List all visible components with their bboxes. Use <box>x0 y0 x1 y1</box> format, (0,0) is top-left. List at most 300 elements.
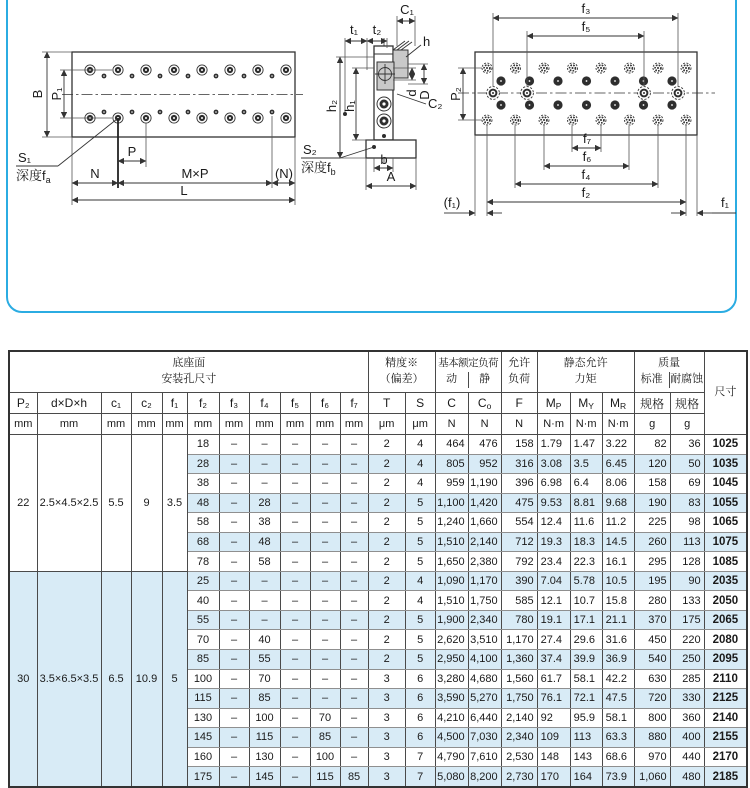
cell-f7: – <box>340 513 368 533</box>
cell-f2: 18 <box>187 435 219 455</box>
cell-S: 5 <box>405 493 435 513</box>
counterbore-hole <box>653 115 663 125</box>
through-hole <box>496 100 505 109</box>
col-C: C <box>435 393 468 414</box>
cell-f3: – <box>219 532 249 552</box>
cell-f3: – <box>219 610 249 630</box>
cell-c2: 9 <box>131 435 162 572</box>
cell-My: 143 <box>570 747 602 767</box>
dim-label-N: N <box>90 166 100 181</box>
col-f4: f₄ <box>249 393 280 414</box>
cell-f5: – <box>280 767 310 787</box>
cell-f2: 55 <box>187 610 219 630</box>
cell-f5: – <box>280 689 310 709</box>
cell-f2: 40 <box>187 591 219 611</box>
cell-f3: – <box>219 747 249 767</box>
unit-mm: mm <box>187 414 219 435</box>
cell-f1: 3.5 <box>162 435 187 572</box>
cell-f4: – <box>249 571 280 591</box>
cell-Mp: 12.4 <box>537 513 570 533</box>
cell-m2: 98 <box>670 513 704 533</box>
cell-F: 1,360 <box>501 650 537 670</box>
cell-Mp: 148 <box>537 747 570 767</box>
cell-f5: – <box>280 728 310 748</box>
cell-S: 7 <box>405 747 435 767</box>
cell-f6: 115 <box>310 767 340 787</box>
cell-f4: 100 <box>249 708 280 728</box>
cell-f7: – <box>340 669 368 689</box>
cell-Mp: 7.04 <box>537 571 570 591</box>
cell-T: 2 <box>368 650 405 670</box>
cell-S: 5 <box>405 630 435 650</box>
cell-Co: 6,440 <box>468 708 501 728</box>
unit-mm: mm <box>101 414 131 435</box>
counterbore-hole <box>113 65 123 75</box>
header-allow-line2: 负荷 <box>508 373 531 385</box>
cell-f2: 70 <box>187 630 219 650</box>
cell-T: 3 <box>368 708 405 728</box>
through-hole <box>639 76 648 85</box>
dim-label-b: b <box>380 152 388 167</box>
cell-f4: 115 <box>249 728 280 748</box>
cell-f2: 175 <box>187 767 219 787</box>
cell-f2: 68 <box>187 532 219 552</box>
cell-Mp: 19.3 <box>537 532 570 552</box>
spec-table-wrap <box>8 350 748 788</box>
dim-label-P: P <box>127 144 137 159</box>
cell-m1: 195 <box>634 571 670 591</box>
cell-C: 1,510 <box>435 591 468 611</box>
cell-C: 3,590 <box>435 689 468 709</box>
cell-F: 712 <box>501 532 537 552</box>
cell-F: 2,730 <box>501 767 537 787</box>
unit-N: N <box>435 414 468 435</box>
cell-f6: – <box>310 610 340 630</box>
cell-Co: 2,140 <box>468 532 501 552</box>
col-Mp: MP <box>537 393 570 414</box>
cell-f1: 5 <box>162 571 187 787</box>
label-depth-fa: 深度$f_a$ <box>16 168 51 185</box>
cell-f3: – <box>219 571 249 591</box>
cell-F: 780 <box>501 610 537 630</box>
cell-C: 1,900 <box>435 610 468 630</box>
cell-c1: 6.5 <box>101 571 131 787</box>
unit-Nm: N·m <box>537 414 570 435</box>
cell-sz: 1045 <box>704 474 747 494</box>
col-S: S <box>405 393 435 414</box>
cell-m1: 800 <box>634 708 670 728</box>
cell-Co: 4,100 <box>468 650 501 670</box>
cell-T: 3 <box>368 689 405 709</box>
dim-label-P1: P₁ <box>49 87 64 101</box>
counterbore-hole <box>596 63 606 73</box>
col-Mr: MR <box>602 393 634 414</box>
unit-mm: mm <box>310 414 340 435</box>
cell-m2: 50 <box>670 454 704 474</box>
cell-m1: 82 <box>634 435 670 455</box>
cell-m2: 285 <box>670 669 704 689</box>
cell-f7: – <box>340 435 368 455</box>
cell-f6: – <box>310 474 340 494</box>
cell-m1: 970 <box>634 747 670 767</box>
cell-f3: – <box>219 454 249 474</box>
header-dynamic: 动 <box>446 372 458 385</box>
counterbore-hole <box>225 65 235 75</box>
through-hole <box>582 100 591 109</box>
through-hole <box>270 110 275 115</box>
cell-C: 4,210 <box>435 708 468 728</box>
col-T: T <box>368 393 405 414</box>
cell-My: 3.5 <box>570 454 602 474</box>
cell-f6: – <box>310 552 340 572</box>
header-mass-title: 质量 <box>658 357 681 370</box>
cell-f7: – <box>340 728 368 748</box>
plan-view-drawing <box>16 52 303 205</box>
cell-T: 2 <box>368 630 405 650</box>
cell-f2: 48 <box>187 493 219 513</box>
cell-Mr: 47.5 <box>602 689 634 709</box>
through-hole <box>639 100 648 109</box>
cell-C: 2,620 <box>435 630 468 650</box>
cell-Mr: 9.68 <box>602 493 634 513</box>
cell-P2: 30 <box>9 571 37 787</box>
cell-f6: – <box>310 689 340 709</box>
cell-m1: 225 <box>634 513 670 533</box>
cell-f5: – <box>280 454 310 474</box>
cell-Co: 2,340 <box>468 610 501 630</box>
counterbore-hole <box>253 113 263 123</box>
cell-My: 72.1 <box>570 689 602 709</box>
cell-My: 1.47 <box>570 435 602 455</box>
cell-Mr: 16.1 <box>602 552 634 572</box>
unit-mm: mm <box>280 414 310 435</box>
cell-c1: 5.5 <box>101 435 131 572</box>
col-F: F <box>501 393 537 414</box>
cell-S: 4 <box>405 474 435 494</box>
through-hole <box>242 74 247 79</box>
col-Co: Co <box>468 393 501 414</box>
cell-f7: – <box>340 454 368 474</box>
cell-C: 805 <box>435 454 468 474</box>
cell-F: 554 <box>501 513 537 533</box>
cell-f2: 38 <box>187 474 219 494</box>
cell-f7: – <box>340 552 368 572</box>
counterbore-hole <box>681 115 691 125</box>
cell-f5: – <box>280 630 310 650</box>
cell-Co: 1,190 <box>468 474 501 494</box>
counterbore-hole <box>197 113 207 123</box>
cell-Mp: 92 <box>537 708 570 728</box>
dim-label-f6: f₆ <box>582 149 592 164</box>
cell-C: 4,500 <box>435 728 468 748</box>
cell-f7: – <box>340 571 368 591</box>
cell-T: 2 <box>368 591 405 611</box>
through-hole <box>667 76 676 85</box>
counterbore-hole <box>169 65 179 75</box>
cell-F: 390 <box>501 571 537 591</box>
cell-m2: 133 <box>670 591 704 611</box>
cell-f2: 58 <box>187 513 219 533</box>
through-hole <box>525 100 534 109</box>
cell-Mr: 21.1 <box>602 610 634 630</box>
cell-sz: 1065 <box>704 513 747 533</box>
through-hole <box>130 74 135 79</box>
cell-S: 6 <box>405 708 435 728</box>
cell-f6: 100 <box>310 747 340 767</box>
cell-F: 792 <box>501 552 537 572</box>
cell-F: 2,140 <box>501 708 537 728</box>
cell-T: 3 <box>368 747 405 767</box>
cell-T: 2 <box>368 532 405 552</box>
cell-Mp: 23.4 <box>537 552 570 572</box>
cell-Co: 1,170 <box>468 571 501 591</box>
cell-My: 113 <box>570 728 602 748</box>
cell-Mr: 73.9 <box>602 767 634 787</box>
cell-S: 4 <box>405 435 435 455</box>
cell-Co: 1,660 <box>468 513 501 533</box>
through-hole <box>214 74 219 79</box>
cell-S: 5 <box>405 513 435 533</box>
cell-My: 18.3 <box>570 532 602 552</box>
unit-mm: mm <box>340 414 368 435</box>
cell-f7: – <box>340 493 368 513</box>
cell-P2: 22 <box>9 435 37 572</box>
label-S2: S₂ <box>303 142 317 157</box>
cell-My: 29.6 <box>570 630 602 650</box>
dim-label-h2: h₂ <box>324 99 339 113</box>
cell-f3: – <box>219 728 249 748</box>
dim-label-f1: f₁ <box>721 195 729 210</box>
cell-f6: – <box>310 669 340 689</box>
cell-Mr: 15.8 <box>602 591 634 611</box>
cell-dDh: 2.5×4.5×2.5 <box>37 435 101 572</box>
cell-m1: 295 <box>634 552 670 572</box>
cell-m2: 360 <box>670 708 704 728</box>
cell-f7: – <box>340 747 368 767</box>
header-mass <box>634 351 704 393</box>
cell-T: 2 <box>368 474 405 494</box>
label-S1: S₁ <box>18 150 32 165</box>
counterbore-hole <box>281 65 291 75</box>
cell-C: 464 <box>435 435 468 455</box>
cell-My: 5.78 <box>570 571 602 591</box>
cell-f5: – <box>280 474 310 494</box>
col-f3: f₃ <box>219 393 249 414</box>
cell-f4: 55 <box>249 650 280 670</box>
col-c1: c₁ <box>101 393 131 414</box>
cell-f5: – <box>280 591 310 611</box>
cell-F: 396 <box>501 474 537 494</box>
cell-T: 3 <box>368 767 405 787</box>
technical-drawings <box>0 0 750 330</box>
cell-f4: 40 <box>249 630 280 650</box>
cell-Mp: 76.1 <box>537 689 570 709</box>
cell-m2: 83 <box>670 493 704 513</box>
dim-label-h1: h₁ <box>342 100 357 112</box>
through-hole <box>186 74 191 79</box>
header-mass-corrosion: 耐腐蚀 <box>669 372 704 388</box>
unit-um: μm <box>368 414 405 435</box>
cell-f2: 25 <box>187 571 219 591</box>
header-static-moment <box>537 351 634 393</box>
counterbore-hole <box>141 113 151 123</box>
cell-T: 2 <box>368 454 405 474</box>
cell-Co: 7,030 <box>468 728 501 748</box>
cell-f5: – <box>280 669 310 689</box>
dim-label-d: d <box>404 89 419 97</box>
cell-m1: 630 <box>634 669 670 689</box>
cell-Co: 7,610 <box>468 747 501 767</box>
cell-C: 1,510 <box>435 532 468 552</box>
counterbore-hole <box>672 87 685 100</box>
cell-Mr: 31.6 <box>602 630 634 650</box>
cell-F: 2,530 <box>501 747 537 767</box>
header-allowable-load <box>501 351 537 393</box>
cell-f4: 28 <box>249 493 280 513</box>
cell-T: 3 <box>368 669 405 689</box>
cell-F: 316 <box>501 454 537 474</box>
header-size: 尺寸 <box>704 351 747 435</box>
cell-sz: 2140 <box>704 708 747 728</box>
cell-f7: – <box>340 650 368 670</box>
cell-f5: – <box>280 571 310 591</box>
cell-sz: 2050 <box>704 591 747 611</box>
dim-label-N-paren: (N) <box>274 166 294 181</box>
through-hole <box>270 74 275 79</box>
cell-m1: 158 <box>634 474 670 494</box>
cell-f4: – <box>249 591 280 611</box>
col-f2: f₂ <box>187 393 219 414</box>
counterbore-hole <box>596 115 606 125</box>
cell-Mp: 37.4 <box>537 650 570 670</box>
cell-f2: 130 <box>187 708 219 728</box>
cell-f4: 38 <box>249 513 280 533</box>
cell-f6: 85 <box>310 728 340 748</box>
unit-um: μm <box>405 414 435 435</box>
cell-m1: 260 <box>634 532 670 552</box>
header-moment-line1: 静态允许 <box>563 357 608 370</box>
cell-f7: 85 <box>340 767 368 787</box>
cell-Co: 2,380 <box>468 552 501 572</box>
dim-label-C1: C₁ <box>400 2 414 17</box>
through-hole <box>610 100 619 109</box>
cell-f3: – <box>219 493 249 513</box>
header-mass-standard: 标准 <box>640 373 663 385</box>
cell-f3: – <box>219 669 249 689</box>
counterbore-hole <box>482 63 492 73</box>
cell-sz: 1035 <box>704 454 747 474</box>
cell-My: 6.4 <box>570 474 602 494</box>
col-f6: f₆ <box>310 393 340 414</box>
dim-label-f4: f₄ <box>581 167 591 182</box>
cell-m2: 480 <box>670 767 704 787</box>
counterbore-hole <box>568 63 578 73</box>
cell-m1: 120 <box>634 454 670 474</box>
cell-f7: – <box>340 630 368 650</box>
col-f1: f₁ <box>162 393 187 414</box>
cell-Co: 3,510 <box>468 630 501 650</box>
dim-label-f7: f₇ <box>582 131 592 146</box>
cell-f2: 145 <box>187 728 219 748</box>
cell-Co: 4,680 <box>468 669 501 689</box>
cell-T: 2 <box>368 571 405 591</box>
cell-f4: 70 <box>249 669 280 689</box>
cell-Co: 5,270 <box>468 689 501 709</box>
counterbore-hole <box>169 113 179 123</box>
cell-f4: – <box>249 610 280 630</box>
cell-Mp: 170 <box>537 767 570 787</box>
cell-m2: 400 <box>670 728 704 748</box>
header-precision-line1: 精度※ <box>385 357 419 370</box>
cell-f4: 58 <box>249 552 280 572</box>
cell-F: 1,750 <box>501 689 537 709</box>
counterbore-hole <box>568 115 578 125</box>
cell-m2: 220 <box>670 630 704 650</box>
cell-Mp: 9.53 <box>537 493 570 513</box>
cell-f7: – <box>340 532 368 552</box>
bottom-view-drawing <box>444 1 736 216</box>
counterbore-hole <box>281 113 291 123</box>
cell-My: 58.1 <box>570 669 602 689</box>
cell-Mr: 42.2 <box>602 669 634 689</box>
cell-Mp: 27.4 <box>537 630 570 650</box>
cell-sz: 2080 <box>704 630 747 650</box>
cell-f3: – <box>219 630 249 650</box>
cell-My: 17.1 <box>570 610 602 630</box>
cell-S: 5 <box>405 552 435 572</box>
cell-My: 11.6 <box>570 513 602 533</box>
cell-Mr: 6.45 <box>602 454 634 474</box>
cell-f5: – <box>280 493 310 513</box>
cell-f6: – <box>310 435 340 455</box>
cell-f5: – <box>280 650 310 670</box>
unit-mm: mm <box>37 414 101 435</box>
cell-sz: 1075 <box>704 532 747 552</box>
counterbore-hole <box>521 87 534 100</box>
cell-m1: 280 <box>634 591 670 611</box>
cell-F: 2,340 <box>501 728 537 748</box>
cell-m2: 113 <box>670 532 704 552</box>
counterbore-hole <box>539 63 549 73</box>
cell-m2: 250 <box>670 650 704 670</box>
col-f5: f₅ <box>280 393 310 414</box>
header-rated-load-subs <box>436 372 501 388</box>
cell-f4: – <box>249 435 280 455</box>
cell-Mp: 3.08 <box>537 454 570 474</box>
cell-m2: 128 <box>670 552 704 572</box>
header-base-mounting <box>9 351 368 393</box>
cell-f6: 70 <box>310 708 340 728</box>
dim-label-t1: t₁ <box>350 22 358 37</box>
cell-f6: – <box>310 591 340 611</box>
dim-label-P2: P₂ <box>448 87 463 101</box>
header-mass-subs <box>635 372 704 388</box>
col-My: MY <box>570 393 602 414</box>
cell-f2: 85 <box>187 650 219 670</box>
cell-f4: – <box>249 454 280 474</box>
through-hole <box>553 76 562 85</box>
cell-m2: 69 <box>670 474 704 494</box>
through-hole <box>582 76 591 85</box>
cell-T: 2 <box>368 493 405 513</box>
table-row <box>9 435 747 455</box>
cell-Mr: 63.3 <box>602 728 634 748</box>
cell-Mr: 14.5 <box>602 532 634 552</box>
cell-T: 2 <box>368 435 405 455</box>
dim-label-C2: C₂ <box>428 96 443 111</box>
col-dDh: d×D×h <box>37 393 101 414</box>
cell-F: 158 <box>501 435 537 455</box>
